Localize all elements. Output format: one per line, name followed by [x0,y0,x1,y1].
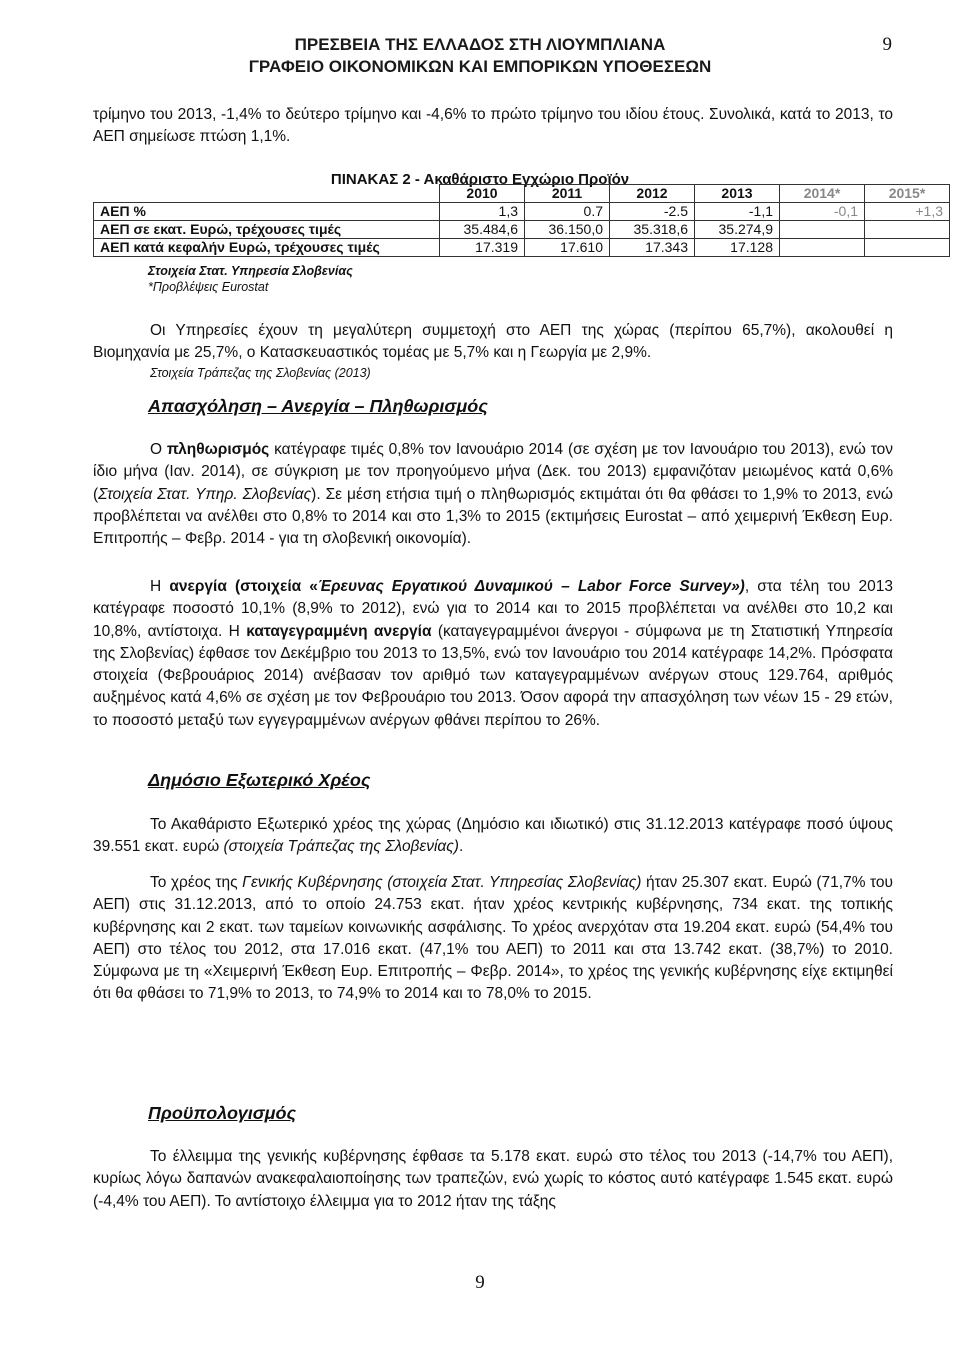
debt-text: ήταν 25.307 εκατ. Ευρώ (71,7% του ΑΕΠ) στις 31.12.2013, από το οποίο 24.753 εκατ. ήταν χρέος κεντρικής κυβέρνησης, 734 εκατ. της τοπικής κυβέρνησης και 2 εκατ. των ταμείων κοινωνικής ασφάλισης. Το χρέος ανερχόταν στα 19.204 εκατ. ευρώ (54,4% του ΑΕΠ) στο τέλος του 2012, στα 17.016 εκατ. (47,1% του ΑΕΠ) το 2011 και στα 13.742 εκατ. (38,7%) το 2010. Σύμφωνα με τη «Χειμερινή Έκθεση Ευρ. Επιτροπής – Φεβρ. 2014», το χρέος της γενικής κυβέρνησης είχε εκτιμηθεί ότι θα φθάσει το 71,9% το 2013, το 74,9% το 2014 και το 78,0% το 2015. [93,874,894,1003]
bank-source: Στοιχεία Τράπεζας της Σλοβενίας (2013) [150,366,371,380]
table-cell: 17.343 [610,239,695,257]
table-cell: 35.484,6 [440,221,525,239]
table-title: ΠΙΝΑΚΑΣ 2 - Ακαθάριστο Εγχώριο Προϊόν [330,171,630,188]
row-label: ΑΕΠ κατά κεφαλήν Ευρώ, τρέχουσες τιμές [94,239,440,257]
table-cell: 17.128 [695,239,780,257]
inflation-paragraph [93,439,893,550]
table-cell: 17.610 [525,239,610,257]
inflation-text: κατέγραφε τιμές 0,8% τον Ιανουάριο 2014 (σε σχέση με τον Ιανουάριο του 2013), ενώ τον ίδιο μήνα (Ιαν. 2014), σε σύγκριση με τον προηγούμενο μήνα (Δεκ. του 2013) εμφανιζόταν μειωμένος κατά 0,6% ( [93,441,893,503]
table-header-year: 2014* [780,185,865,203]
row-label: ΑΕΠ % [94,203,440,221]
table-header-empty [94,185,440,203]
inflation-keyword: πληθωρισμός [166,441,270,458]
table-cell [865,221,950,239]
table-note: *Προβλέψεις Eurostat [148,280,269,294]
debt-paragraph-1 [93,814,893,859]
unemployment-text: Η [150,578,170,595]
table-header-year: 2010 [440,185,525,203]
table-header-year: 2011 [525,185,610,203]
debt-text: Το χρέος της [150,874,243,891]
section-heading-employment: Απασχόληση – Ανεργία – Πληθωρισμός [148,396,488,416]
registered-unemployment-keyword: καταγεγραμμένη ανεργία [246,622,432,640]
page-number-footer: 9 [475,1272,485,1293]
header-line-embassy: ΠΡΕΣΒΕΙΑ ΤΗΣ ΕΛΛΑΔΟΣ ΣΤΗ ΛΙΟΥΜΠΛΙΑΝΑ [294,35,666,54]
table-cell: 35.274,9 [695,221,780,239]
debt-paragraph-2 [93,872,893,1006]
table-cell: -1,1 [695,203,780,221]
page-number-top: 9 [882,34,892,55]
budget-paragraph: Το έλλειμμα της γενικής κυβέρνησης έφθασε τα 5.178 εκατ. ευρώ στο τέλος του 2013 (-14,7% του ΑΕΠ), κυρίως λόγω δαπανών ανακεφαλαιοποίησης των τραπεζών, ενώ χωρίς το κόστος αυτό κατέγραφε 1.545 εκατ. ευρώ (-4,4% του ΑΕΠ). Το αντίστοιχο έλλειμμα για το 2012 ήταν της τάξης [93,1148,893,1210]
table-source: Στοιχεία Στατ. Υπηρεσία Σλοβενίας [148,264,353,278]
table-cell: -2.5 [610,203,695,221]
table-cell [780,221,865,239]
table-header-year: 2015* [865,185,950,203]
unemployment-text: (καταγεγραμμένοι άνεργοι - σύμφωνα με τη Στατιστική Υπηρεσία της Σλοβενίας) έφθασε τον Δεκέμβριο του 2013 το 13,5%, ενώ τον Ιανουάριο του 2014 κατέγραφε 14,2%. Πρόσφατα στοιχεία (Φεβρουάριος 2014) ανέβασαν τον αριθμό των καταγεγραμμένων ανέργων στους 129.764, αριθμός αυξημένος κατά 4,6% σε σχέση με τον Φεβρουάριο του 2013. Όσον αφορά την απασχόληση των νέων 15 - 29 ετών, το ποσοστό μεταξύ των εγγεγραμμένων ανέργων φθάνει περίπου το 26%. [93,622,894,729]
intro-paragraph: τρίμηνο του 2013, -1,4% το δεύτερο τρίμηνο και -4,6% το πρώτο τρίμηνο του ιδίου έτους. Συνολικά, κατά το 2013, το ΑΕΠ σημείωσε πτώση 1,1%. [93,106,893,146]
table-row [94,221,950,239]
unemployment-text: , στα τέλη του 2013 κατέγραφε ποσοστό 10,1% (8,9% το 2012), ενώ για το 2014 και το 2015 προβλέπεται να ανέλθει στο 10,2 και 10,8%, αντίστοιχα. Η [93,578,894,640]
table-cell [865,239,950,257]
inflation-text: Ο [150,441,167,458]
table-row [94,239,950,257]
table-row [94,203,950,221]
unemployment-keyword: ανεργία (στοιχεία « [169,578,318,595]
table-header-year: 2013 [695,185,780,203]
section-heading-budget: Προϋπολογισμός [148,1103,297,1123]
table-cell: +1,3 [865,203,950,221]
table-cell: 1,3 [440,203,525,221]
table-header-year: 2012 [610,185,695,203]
debt-text: . [458,838,464,856]
table-cell: 0.7 [525,203,610,221]
debt-source: Γενικής Κυβέρνησης (στοιχεία Στατ. Υπηρεσίας Σλοβενίας) [242,874,642,891]
table-header-row [94,185,950,203]
gdp-table [93,184,950,257]
unemployment-paragraph [93,576,893,732]
header-line-office: ΓΡΑΦΕΙΟ ΟΙΚΟΝΟΜΙΚΩΝ ΚΑΙ ΕΜΠΟΡΙΚΩΝ ΥΠΟΘΕΣΕΩΝ [248,57,712,76]
table-cell [780,239,865,257]
debt-text: Το Ακαθάριστο Εξωτερικό χρέος της χώρας (Δημόσιο και ιδιωτικό) στις 31.12.2013 κατέγραφε ποσό ύψους 39.551 εκατ. ευρώ [93,816,893,856]
document-header [0,34,960,78]
unemployment-survey: Έρευνας Εργατικού Δυναμικού – Labor Force Survey») [317,578,745,595]
table-cell: 36.150,0 [525,221,610,239]
table-cell: 35.318,6 [610,221,695,239]
debt-source: (στοιχεία Τράπεζας της Σλοβενίας) [223,838,459,856]
table-cell: 17.319 [440,239,525,257]
inflation-source: Στοιχεία Στατ. Υπηρ. Σλοβενίας [98,485,312,503]
services-paragraph: Οι Υπηρεσίες έχουν τη μεγαλύτερη συμμετοχή στο ΑΕΠ της χώρας (περίπου 65,7%), ακολουθεί η Βιομηχανία με 25,7%, ο Κατασκευαστικός τομέας με 5,7% και η Γεωργία με 2,9%. [93,322,893,362]
inflation-text: ). Σε μέση ετήσια τιμή ο πληθωρισμός εκτιμάται ότι θα φθάσει το 1,9% το 2013, ενώ προβλέπεται να ανέλθει στο 0,8% το 2014 και στο 1,3% το 2015 (εκτιμήσεις Eurostat – από χειμερινή Έκθεση Ευρ. Επιτροπής – Φεβρ. 2014 - για τη σλοβενική οικονομία). [93,485,893,548]
table-cell: -0,1 [780,203,865,221]
section-heading-debt: Δημόσιο Εξωτερικό Χρέος [148,770,371,790]
row-label: ΑΕΠ σε εκατ. Ευρώ, τρέχουσες τιμές [94,221,440,239]
